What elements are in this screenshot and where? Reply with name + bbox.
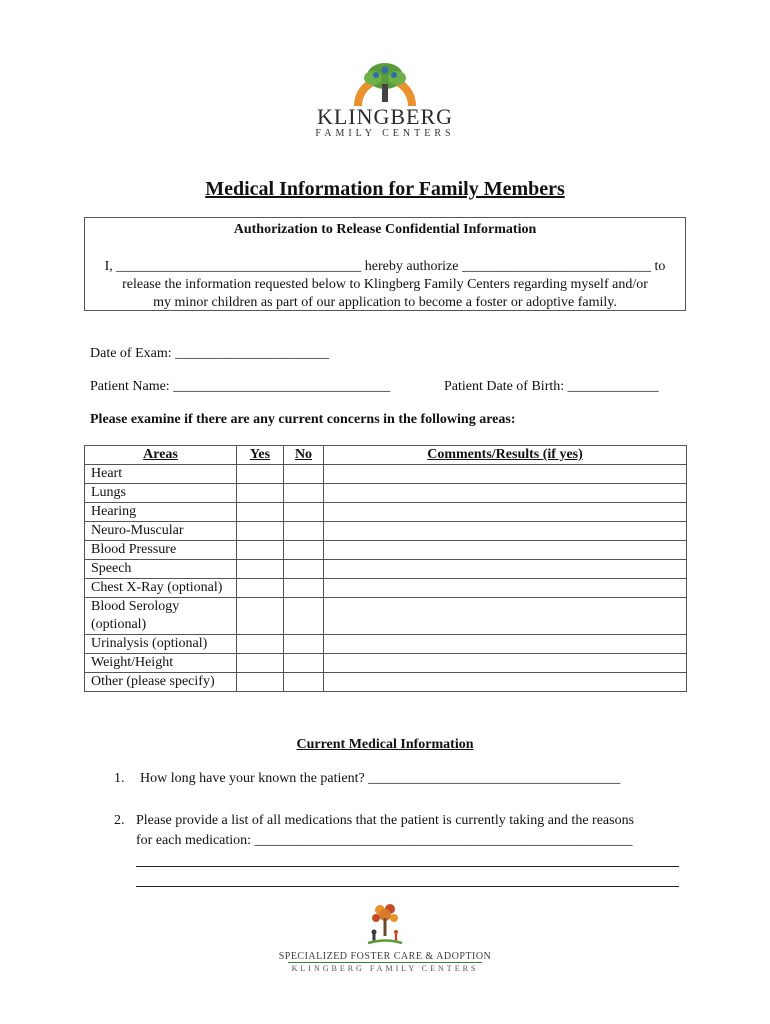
brand-name: KLINGBERG: [316, 104, 454, 129]
no-cell[interactable]: [284, 673, 324, 692]
areas-table: [84, 445, 687, 692]
table-row: [85, 673, 687, 692]
date-of-exam-field[interactable]: Date of Exam: ______________________: [90, 346, 330, 361]
medication-answer-line-1[interactable]: [136, 866, 679, 867]
comments-cell[interactable]: [324, 484, 687, 503]
patient-dob-field[interactable]: Patient Date of Birth: _____________: [444, 379, 659, 394]
question-2-line-1: Please provide a list of all medications that the patient is currently taking and the reasons: [136, 813, 635, 828]
medication-answer-line-2[interactable]: [136, 886, 679, 887]
header-yes: Yes: [237, 446, 284, 465]
no-cell[interactable]: [284, 579, 324, 598]
comments-cell[interactable]: [324, 673, 687, 692]
yes-cell[interactable]: [237, 541, 284, 560]
foster-care-brand-subtitle: KLINGBERG FAMILY CENTERS: [291, 964, 479, 973]
comments-cell[interactable]: [324, 654, 687, 673]
header-comments: Comments/Results (if yes): [324, 446, 687, 465]
yes-cell[interactable]: [237, 654, 284, 673]
yes-cell[interactable]: [237, 673, 284, 692]
area-label: Speech: [85, 560, 237, 579]
comments-cell[interactable]: [324, 541, 687, 560]
comments-cell[interactable]: [324, 503, 687, 522]
yes-cell[interactable]: [237, 465, 284, 484]
authorization-heading: Authorization to Release Confidential Information: [233, 222, 537, 237]
foster-care-tree-logo-icon: [360, 900, 410, 946]
no-cell[interactable]: [284, 541, 324, 560]
table-row: [85, 560, 687, 579]
foster-care-brand-divider: [288, 962, 482, 963]
area-label: Blood Serology (optional): [85, 598, 237, 635]
no-cell[interactable]: [284, 654, 324, 673]
comments-cell[interactable]: [324, 635, 687, 654]
klingberg-tree-logo-icon: [340, 48, 430, 110]
authorization-box: [84, 217, 686, 311]
area-label: Heart: [85, 465, 237, 484]
area-label: Neuro-Muscular: [85, 522, 237, 541]
comments-cell[interactable]: [324, 465, 687, 484]
no-cell[interactable]: [284, 635, 324, 654]
authorization-line-2: release the information requested below to Klingberg Family Centers regarding myself and/or: [122, 277, 648, 292]
table-row: [85, 522, 687, 541]
no-cell[interactable]: [284, 484, 324, 503]
table-header-row: [85, 446, 687, 465]
foster-care-brand-name: SPECIALIZED FOSTER CARE & ADOPTION: [278, 951, 492, 962]
question-1-number: 1.: [114, 771, 125, 786]
no-cell[interactable]: [284, 560, 324, 579]
question-1-text[interactable]: How long have your known the patient? ____________________________________: [140, 771, 621, 786]
table-row: [85, 598, 687, 635]
authorization-line-1[interactable]: I, ___________________________________ hereby authorize ___________________________ to: [104, 259, 666, 274]
yes-cell[interactable]: [237, 522, 284, 541]
table-row: [85, 654, 687, 673]
table-row: [85, 484, 687, 503]
yes-cell[interactable]: [237, 484, 284, 503]
yes-cell[interactable]: [237, 560, 284, 579]
table-row: [85, 635, 687, 654]
header-no: No: [284, 446, 324, 465]
area-label: Urinalysis (optional): [85, 635, 237, 654]
patient-name-field[interactable]: Patient Name: _______________________________: [90, 379, 391, 394]
area-label: Other (please specify): [85, 673, 237, 692]
authorization-line-3: my minor children as part of our application to become a foster or adoptive family.: [153, 295, 617, 310]
authorization-text: [91, 258, 679, 312]
header-areas: Areas: [85, 446, 237, 465]
question-2-line-2[interactable]: for each medication: ______________________________________________________: [136, 833, 633, 848]
yes-cell[interactable]: [237, 598, 284, 635]
table-row: [85, 579, 687, 598]
yes-cell[interactable]: [237, 503, 284, 522]
comments-cell[interactable]: [324, 579, 687, 598]
yes-cell[interactable]: [237, 579, 284, 598]
no-cell[interactable]: [284, 598, 324, 635]
comments-cell[interactable]: [324, 560, 687, 579]
current-medical-heading: Current Medical Information: [296, 737, 474, 752]
area-label: Hearing: [85, 503, 237, 522]
yes-cell[interactable]: [237, 635, 284, 654]
brand-subtitle: FAMILY CENTERS: [315, 128, 455, 139]
comments-cell[interactable]: [324, 598, 687, 635]
examine-heading: Please examine if there are any current concerns in the following areas:: [90, 412, 516, 427]
comments-cell[interactable]: [324, 522, 687, 541]
no-cell[interactable]: [284, 522, 324, 541]
table-row: [85, 503, 687, 522]
no-cell[interactable]: [284, 465, 324, 484]
question-2-number: 2.: [114, 813, 125, 828]
area-label: Blood Pressure: [85, 541, 237, 560]
area-label: Weight/Height: [85, 654, 237, 673]
area-label: Chest X-Ray (optional): [85, 579, 237, 598]
page-title: Medical Information for Family Members: [205, 178, 565, 200]
table-row: [85, 465, 687, 484]
area-label: Lungs: [85, 484, 237, 503]
no-cell[interactable]: [284, 503, 324, 522]
table-row: [85, 541, 687, 560]
